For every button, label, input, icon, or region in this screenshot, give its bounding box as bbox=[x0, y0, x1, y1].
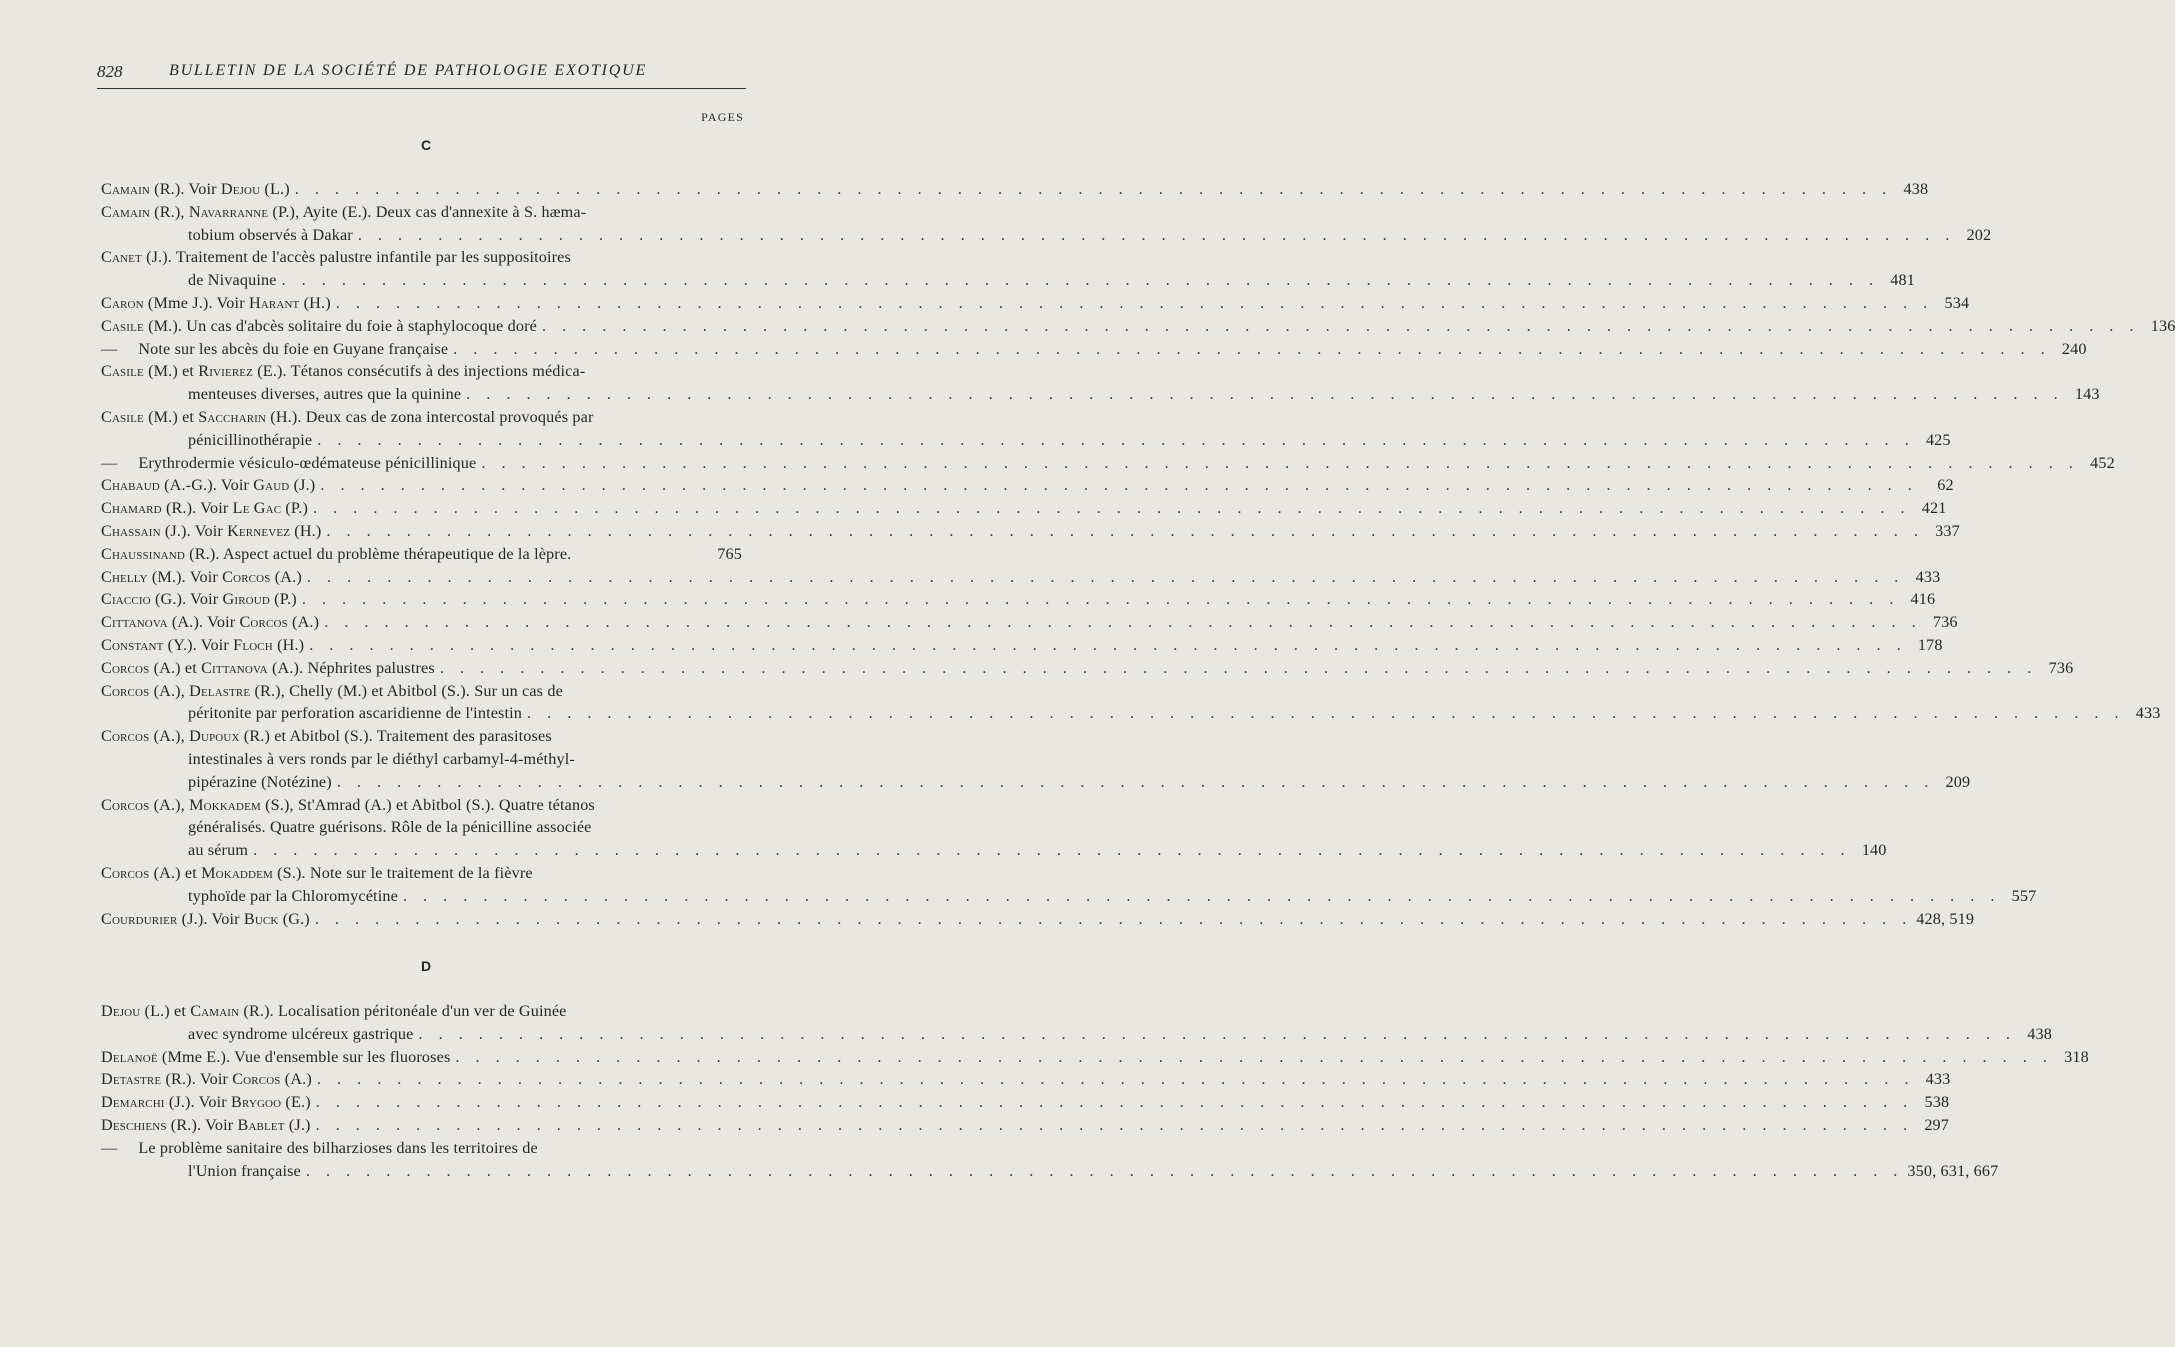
dot-leader: . . . . . . . . . . . . . . . . . . . . . . . . . . . . . . . . . . . . . . . . . . . . . . . . . . . . . . . . . . . . . . . . . . . . . . . . . . . . . . . . bbox=[336, 772, 1935, 791]
dot-leader: . . . . . . . . . . . . . . . . . . . . . . . . . . . . . . . . . . . . . . . . . . . . . . . . . . . . . . . . . . . . . . . . . . . . . . . . . . . . . . . . bbox=[315, 1093, 1914, 1112]
pages-column-label: PAGES bbox=[701, 110, 744, 124]
entry-text: pénicillinothérapie bbox=[188, 430, 313, 449]
section-letter-d: D bbox=[420, 958, 432, 974]
entry-text: avec syndrome ulcéreux gastrique bbox=[188, 1024, 414, 1043]
dot-leader: . . . . . . . . . . . . . . . . . . . . . . . . . . . . . . . . . . . . . . . . . . . . . . . . . . . . . . . . . . . . . . . . . . . . . . . . . . . . . . . . bbox=[481, 453, 2079, 472]
dot-leader: . . . . . . . . . . . . . . . . . . . . . . . . . . . . . . . . . . . . . . . . . . . . . . . . . . . . . . . . . . . . . . . . . . . . . . . . . . . . . . . . bbox=[253, 841, 1851, 860]
dot-leader: . . . . . . . . . . . . . . . . . . . . . . . . . . . . . . . . . . . . . . . . . . . . . . . . . . . . . . . . . . . . . . . . . . . . . . . . . . . . . . . . bbox=[455, 1047, 2053, 1066]
entry-text: pipérazine (Notézine) bbox=[188, 772, 332, 791]
entry-first-line bbox=[101, 566, 1941, 589]
index-entry bbox=[101, 497, 1947, 520]
index-entry bbox=[101, 1091, 1950, 1114]
index-entry bbox=[101, 1000, 2052, 1046]
ditto-dash: — bbox=[101, 339, 118, 358]
dot-leader: . . . . . . . . . . . . . . . . . . . . . . . . . . . . . . . . . . . . . . . . . . . . . . . . . . . . . . . . . . . . . . . . . . . . . . . . . . . . . . . . bbox=[320, 476, 1918, 495]
author-name: Canet bbox=[101, 248, 142, 267]
page-reference: 416 bbox=[1910, 590, 1936, 609]
entry-first-line bbox=[101, 680, 742, 703]
entry-first-line bbox=[101, 1137, 742, 1160]
page-reference: 240 bbox=[2061, 339, 2087, 358]
cross-ref-name: Dejou bbox=[220, 180, 261, 198]
index-entry bbox=[101, 338, 2087, 361]
author-name: Corcos bbox=[101, 863, 150, 882]
entry-heading: Chassain (J.). Voir Kernevez (H.) bbox=[101, 521, 322, 540]
author-name: Camain bbox=[101, 202, 150, 221]
index-entry bbox=[101, 725, 1971, 793]
entry-heading: Ciaccio (G.). Voir Giroud (P.) bbox=[101, 590, 297, 609]
index-entry bbox=[101, 634, 1943, 657]
entry-heading: Chaussinand (R.). Aspect actuel du problème thérapeutique de la lèpre. bbox=[101, 544, 572, 563]
cross-ref-name: Mokkadem bbox=[189, 795, 261, 814]
index-entry bbox=[101, 794, 1887, 862]
index-entry bbox=[101, 315, 2175, 338]
entry-continuation-line bbox=[101, 429, 1951, 452]
author-name: Chamard bbox=[101, 499, 162, 518]
page-reference: 318 bbox=[2064, 1047, 2089, 1066]
entry-first-line bbox=[101, 338, 2087, 361]
cross-ref-name: Camain bbox=[190, 1002, 240, 1020]
entry-first-line bbox=[101, 588, 1936, 611]
index-entry bbox=[101, 246, 1916, 292]
author-name: Chaussinand bbox=[101, 544, 185, 563]
cross-ref-name: Le Gac bbox=[232, 499, 282, 518]
index-entry bbox=[101, 520, 1960, 543]
entry-continuation-line bbox=[101, 269, 1916, 292]
entry-first-line bbox=[101, 497, 1947, 520]
entry-continuation-line bbox=[101, 383, 2100, 406]
entry-heading: Casile (M.) et Rivierez (E.). Tétanos consécutifs à des injections médica- bbox=[101, 362, 586, 381]
index-entry bbox=[101, 474, 1954, 497]
entry-first-line bbox=[101, 201, 742, 224]
author-name: Corcos bbox=[101, 795, 150, 814]
entry-heading: Courdurier (J.). Voir Buck (G.) bbox=[101, 909, 310, 928]
entry-heading: Corcos (A.) et Cittanova (A.). Néphrites palustres bbox=[101, 658, 435, 677]
page-reference: 136 bbox=[2150, 316, 2175, 335]
page-reference: 421 bbox=[1921, 499, 1947, 518]
entry-first-line bbox=[101, 474, 1954, 497]
section-letter-c: C bbox=[420, 137, 432, 153]
entry-heading: Cittanova (A.). Voir Corcos (A.) bbox=[101, 613, 320, 632]
page-reference: 62 bbox=[1937, 476, 1954, 495]
cross-ref-name: Buck bbox=[243, 909, 279, 928]
page-reference: 736 bbox=[2048, 658, 2074, 677]
index-entry bbox=[101, 588, 1936, 611]
dot-leader: . . . . . . . . . . . . . . . . . . . . . . . . . . . . . . . . . . . . . . . . . . . . . . . . . . . . . . . . . . . . . . . . . . . . . . . . . . . . . . . . bbox=[324, 613, 1922, 632]
page-reference: 143 bbox=[2074, 385, 2100, 404]
entry-first-line bbox=[101, 292, 1970, 315]
entry-first-line bbox=[101, 634, 1943, 657]
entry-first-line bbox=[101, 315, 2175, 338]
entry-heading: Casile (M.) et Saccharin (H.). Deux cas de zona intercostal provoqués par bbox=[101, 407, 594, 426]
author-name: Corcos bbox=[101, 681, 150, 700]
index-entry bbox=[101, 1114, 1950, 1137]
running-title: BULLETIN DE LA SOCIÉTÉ DE PATHOLOGIE EXOTIQUE bbox=[169, 62, 648, 79]
ditto-dash: — bbox=[101, 453, 118, 472]
entry-continuation-line bbox=[101, 885, 2037, 908]
cross-ref-name: Mokaddem bbox=[201, 863, 273, 882]
dot-leader: . . . . . . . . . . . . . . . . . . . . . . . . . . . . . . . . . . . . . . . . . . . . . . . . . . . . . . . . . . . . . . . . . . . . . . . . . . . . . . . . bbox=[309, 635, 1907, 654]
author-name: Corcos bbox=[101, 658, 150, 677]
dot-leader: . . . . . . . . . . . . . . . . . . . . . . . . . . . . . . . . . . . . . . . . . . . . . . . . . . . . . . . . . . . . . . . . . . . . . . . . . . . . . . . . bbox=[313, 499, 1911, 518]
index-entry bbox=[101, 611, 1958, 634]
dot-leader: . . . . . . . . . . . . . . . . . . . . . . . . . . . . . . . . . . . . . . . . . . . . . . . . . . . . . . . . . . . . . . . . . . . . . . . . . . . . . . . . bbox=[316, 1070, 1915, 1089]
cross-ref-name: Dupoux bbox=[189, 727, 240, 746]
entry-continuation-line bbox=[101, 702, 2161, 725]
cross-ref-name: Harant bbox=[248, 293, 300, 312]
page-reference: 425 bbox=[1925, 430, 1951, 449]
page-reference: 428, 519 bbox=[1916, 909, 1975, 928]
dot-leader: . . . . . . . . . . . . . . . . . . . . . . . . . . . . . . . . . . . . . . . . . . . . . . . . . . . . . . . . . . . . . . . . . . . . . . . . . . . . . . . . bbox=[402, 886, 2001, 905]
entry-heading: Corcos (A.) et Mokaddem (S.). Note sur le traitement de la fièvre bbox=[101, 863, 533, 882]
index-entry bbox=[101, 657, 2074, 680]
page-reference: 538 bbox=[1924, 1093, 1950, 1112]
entry-first-line bbox=[101, 611, 1958, 634]
cross-ref-name: Floch bbox=[233, 635, 273, 654]
index-section-d bbox=[101, 1000, 2089, 1182]
dot-leader: . . . . . . . . . . . . . . . . . . . . . . . . . . . . . . . . . . . . . . . . . . . . . . . . . . . . . . . . . . . . . . . . . . . . . . . . . . . . . . . . bbox=[294, 180, 1893, 198]
author-name: Courdurier bbox=[101, 909, 178, 928]
entry-continuation-line bbox=[101, 224, 1992, 247]
page-reference: 452 bbox=[2090, 453, 2115, 472]
author-name: Demarchi bbox=[101, 1093, 165, 1112]
page-reference: 433 bbox=[1915, 567, 1941, 586]
page-reference: 297 bbox=[1924, 1115, 1950, 1134]
entry-first-line bbox=[101, 520, 1960, 543]
cross-ref-name: Rivierez bbox=[198, 362, 254, 381]
dot-leader: . . . . . . . . . . . . . . . . . . . . . . . . . . . . . . . . . . . . . . . . . . . . . . . . . . . . . . . . . . . . . . . . . . . . . . . . . . . . . . . . bbox=[317, 430, 1915, 449]
dot-leader: . . . . . . . . . . . . . . . . . . . . . . . . . . . . . . . . . . . . . . . . . . . . . . . . . . . . . . . . . . . . . . . . . . . . . . . . . . . . . . . . bbox=[315, 1115, 1914, 1134]
cross-ref-name: Delastre bbox=[189, 681, 251, 700]
entry-first-line bbox=[101, 1091, 1950, 1114]
index-section-c bbox=[101, 178, 2175, 930]
page-reference: 736 bbox=[1932, 613, 1958, 632]
author-name: Detastre bbox=[101, 1070, 162, 1089]
entry-first-line bbox=[101, 657, 2074, 680]
page-reference: 481 bbox=[1890, 271, 1916, 290]
index-entry bbox=[101, 1068, 1951, 1091]
page-reference: 438 bbox=[2027, 1024, 2052, 1043]
author-name: Casile bbox=[101, 316, 144, 335]
dot-leader: . . . . . . . . . . . . . . . . . . . . . . . . . . . . . . . . . . . . . . . . . . . . . . . . . . . . . . . . . . . . . . . . . . . . . . . . . . . . . . . . bbox=[466, 385, 2064, 404]
author-name: Dejou bbox=[101, 1002, 141, 1020]
index-entry bbox=[101, 908, 1975, 931]
index-entry bbox=[101, 201, 1992, 247]
entry-heading: Dejou (L.) et Camain (R.). Localisation péritonéale d'un ver de Guinée bbox=[101, 1002, 567, 1020]
entry-continuation-line: intestinales à vers ronds par le diéthyl carbamyl-4-méthyl- bbox=[188, 749, 575, 768]
dot-leader: . . . . . . . . . . . . . . . . . . . . . . . . . . . . . . . . . . . . . . . . . . . . . . . . . . . . . . . . . . . . . . . . . . . . . . . . . . . . . . . . bbox=[418, 1024, 2016, 1043]
author-name: Deschiens bbox=[101, 1115, 167, 1134]
cross-ref-name: Bablet bbox=[237, 1115, 285, 1134]
cross-ref-name: Corcos bbox=[222, 567, 271, 586]
page-reference: 140 bbox=[1861, 841, 1887, 860]
index-entry bbox=[101, 566, 1941, 589]
author-name: Ciaccio bbox=[101, 590, 151, 609]
index-entry bbox=[101, 360, 2100, 406]
entry-first-line bbox=[101, 1046, 2089, 1069]
entry-first-line bbox=[101, 246, 742, 269]
cross-ref-name: Giroud bbox=[222, 590, 270, 609]
entry-heading: Detastre (R.). Voir Corcos (A.) bbox=[101, 1070, 312, 1089]
entry-heading: Deschiens (R.). Voir Bablet (J.) bbox=[101, 1115, 311, 1134]
entry-text: menteuses diverses, autres que la quinine bbox=[188, 385, 462, 404]
page-number: 828 bbox=[97, 62, 123, 81]
entry-heading: Camain (R.), Navarranne (P.), Ayite (E.). Deux cas d'annexite à S. hæma- bbox=[101, 202, 587, 221]
entry-heading: Corcos (A.), Delastre (R.), Chelly (M.) et Abitbol (S.). Sur un cas de bbox=[101, 681, 563, 700]
entry-heading: Chamard (R.). Voir Le Gac (P.) bbox=[101, 499, 309, 518]
author-name: Casile bbox=[101, 407, 144, 426]
dot-leader: . . . . . . . . . . . . . . . . . . . . . . . . . . . . . . . . . . . . . . . . . . . . . . . . . . . . . . . . . . . . . . . . . . . . . . . . . . . . . . . . bbox=[314, 909, 1913, 928]
entry-heading: Canet (J.). Traitement de l'accès palustre infantile par les suppositoires bbox=[101, 248, 571, 267]
entry-continuation-line: généralisés. Quatre guérisons. Rôle de la pénicilline associée bbox=[188, 818, 592, 837]
entry-heading: Caron (Mme J.). Voir Harant (H.) bbox=[101, 293, 331, 312]
entry-text: péritonite par perforation ascaridienne de l'intestin bbox=[188, 704, 523, 723]
index-entry bbox=[101, 406, 1951, 452]
author-name: Chelly bbox=[101, 567, 148, 586]
author-name: Constant bbox=[101, 635, 164, 654]
dot-leader: . . . . . . . . . . . . . . . . . . . . . . . . . . . . . . . . . . . . . . . . . . . . . . . . . . . . . . . . . . . . . . . . . . . . . . . . . . . . . . . . bbox=[281, 271, 1880, 290]
author-name: Cittanova bbox=[101, 613, 168, 632]
author-name: Delanoë bbox=[101, 1047, 158, 1066]
ditto-dash: — bbox=[101, 1138, 118, 1157]
cross-ref-name: Navarranne bbox=[188, 202, 269, 221]
entry-continuation-line bbox=[101, 771, 1971, 794]
cross-ref-name: Brygoo bbox=[231, 1093, 282, 1112]
entry-heading: — Note sur les abcès du foie en Guyane française bbox=[101, 339, 449, 358]
entry-first-line bbox=[101, 1000, 742, 1023]
entry-text: l'Union française bbox=[188, 1161, 301, 1180]
author-name: Chassain bbox=[101, 521, 161, 540]
dot-leader: . . . . . . . . . . . . . . . . . . . . . . . . . . . . . . . . . . . . . . . . . . . . . . . . . . . . . . . . . . . . . . . . . . . . . . . . . . . . . . . . bbox=[305, 1161, 1904, 1180]
index-entry bbox=[101, 862, 2037, 908]
page-reference: 337 bbox=[1935, 521, 1960, 540]
entry-text: de Nivaquine bbox=[188, 271, 277, 290]
dot-leader: . . . . . . . . . . . . . . . . . . . . . . . . . . . . . . . . . . . . . . . . . . . . . . . . . . . . . . . . . . . . . . . . . . . . . . . . . . . . . . . . bbox=[527, 704, 2125, 723]
running-header bbox=[97, 58, 746, 89]
entry-heading: Delanoë (Mme E.). Vue d'ensemble sur les fluoroses bbox=[101, 1047, 451, 1066]
entry-continuation-line bbox=[101, 1160, 1999, 1183]
entry-continuation-line bbox=[101, 839, 1887, 862]
page-reference: 765 bbox=[717, 544, 742, 563]
index-entry bbox=[101, 1137, 1999, 1183]
index-entry bbox=[101, 680, 2161, 726]
entry-first-line bbox=[101, 1068, 1951, 1091]
page-reference: 438 bbox=[1903, 180, 1929, 198]
dot-leader: . . . . . . . . . . . . . . . . . . . . . . . . . . . . . . . . . . . . . . . . . . . . . . . . . . . . . . . . . . . . . . . . . . . . . . . . . . . . . . . . bbox=[306, 567, 1905, 586]
entry-heading: Corcos (A.), Mokkadem (S.), St'Amrad (A.) et Abitbol (S.). Quatre tétanos bbox=[101, 795, 595, 814]
author-name: Chabaud bbox=[101, 476, 160, 495]
entry-continuation-line bbox=[101, 1023, 2052, 1046]
cross-ref-name: Cittanova bbox=[201, 658, 268, 677]
entry-text: tobium observés à Dakar bbox=[188, 225, 353, 244]
page-reference: 178 bbox=[1917, 635, 1943, 654]
entry-heading: Corcos (A.), Dupoux (R.) et Abitbol (S.). Traitement des parasitoses bbox=[101, 727, 552, 746]
entry-heading: Chabaud (A.-G.). Voir Gaud (J.) bbox=[101, 476, 316, 495]
entry-heading: Constant (Y.). Voir Floch (H.) bbox=[101, 635, 305, 654]
page-reference: 202 bbox=[1966, 225, 1992, 244]
dot-leader: . . . . . . . . . . . . . . . . . . . . . . . . . . . . . . . . . . . . . . . . . . . . . . . . . . . . . . . . . . . . . . . . . . . . . . . . . . . . . . . . bbox=[335, 293, 1934, 312]
author-name: Caron bbox=[101, 293, 144, 312]
dot-leader: . . . . . . . . . . . . . . . . . . . . . . . . . . . . . . . . . . . . . . . . . . . . . . . . . . . . . . . . . . . . . . . . . . . . . . . . . . . . . . . . bbox=[439, 658, 2038, 677]
entry-heading: Chelly (M.). Voir Corcos (A.) bbox=[101, 567, 302, 586]
index-entry bbox=[101, 292, 1970, 315]
entry-first-line bbox=[101, 178, 1929, 201]
entry-heading: Casile (M.). Un cas d'abcès solitaire du foie à staphylocoque doré bbox=[101, 316, 537, 335]
entry-first-line bbox=[101, 543, 742, 566]
page-reference: 209 bbox=[1945, 772, 1971, 791]
index-entry bbox=[101, 178, 1929, 201]
dot-leader: . . . . . . . . . . . . . . . . . . . . . . . . . . . . . . . . . . . . . . . . . . . . . . . . . . . . . . . . . . . . . . . . . . . . . . . . . . . . . . . . bbox=[301, 590, 1900, 609]
cross-ref-name: Kernevez bbox=[227, 521, 291, 540]
dot-leader: . . . . . . . . . . . . . . . . . . . . . . . . . . . . . . . . . . . . . . . . . . . . . . . . . . . . . . . . . . . . . . . . . . . . . . . . . . . . . . . . bbox=[326, 521, 1924, 540]
entry-text: typhoïde par la Chloromycétine bbox=[188, 886, 398, 905]
entry-first-line bbox=[101, 725, 742, 748]
entry-first-line bbox=[101, 862, 742, 885]
cross-ref-name: Saccharin bbox=[198, 407, 267, 426]
entry-heading: — Erythrodermie vésiculo-œdémateuse pénicillinique bbox=[101, 453, 477, 472]
entry-first-line bbox=[101, 794, 742, 817]
entry-first-line bbox=[101, 1114, 1950, 1137]
entry-first-line bbox=[101, 452, 2115, 475]
spacer bbox=[571, 543, 710, 566]
page-reference: 433 bbox=[2135, 704, 2161, 723]
dot-leader: . . . . . . . . . . . . . . . . . . . . . . . . . . . . . . . . . . . . . . . . . . . . . . . . . . . . . . . . . . . . . . . . . . . . . . . . . . . . . . . . bbox=[541, 316, 2140, 335]
page-reference: 534 bbox=[1944, 293, 1970, 312]
author-name: Camain bbox=[101, 180, 150, 198]
entry-first-line bbox=[101, 360, 742, 383]
entry-heading: Camain (R.). Voir Dejou (L.) bbox=[101, 180, 290, 198]
entry-heading: Demarchi (J.). Voir Brygoo (E.) bbox=[101, 1093, 311, 1112]
dot-leader: . . . . . . . . . . . . . . . . . . . . . . . . . . . . . . . . . . . . . . . . . . . . . . . . . . . . . . . . . . . . . . . . . . . . . . . . . . . . . . . . bbox=[453, 339, 2051, 358]
index-entry bbox=[101, 452, 2115, 475]
index-entry bbox=[101, 1046, 2089, 1069]
cross-ref-name: Corcos bbox=[232, 1070, 281, 1089]
cross-ref-name: Corcos bbox=[239, 613, 288, 632]
cross-ref-name: Gaud bbox=[253, 476, 290, 495]
page-reference: 557 bbox=[2011, 886, 2037, 905]
entry-heading: — Le problème sanitaire des bilharzioses dans les territoires de bbox=[101, 1138, 538, 1157]
entry-first-line bbox=[101, 406, 742, 429]
entry-text: au sérum bbox=[188, 841, 249, 860]
page-reference: 350, 631, 667 bbox=[1907, 1161, 1999, 1180]
dot-leader: . . . . . . . . . . . . . . . . . . . . . . . . . . . . . . . . . . . . . . . . . . . . . . . . . . . . . . . . . . . . . . . . . . . . . . . . . . . . . . . . bbox=[357, 225, 1956, 244]
index-entry bbox=[101, 543, 742, 566]
page-reference: 433 bbox=[1925, 1070, 1951, 1089]
author-name: Corcos bbox=[101, 727, 150, 746]
entry-first-line bbox=[101, 908, 1975, 931]
author-name: Casile bbox=[101, 362, 144, 381]
